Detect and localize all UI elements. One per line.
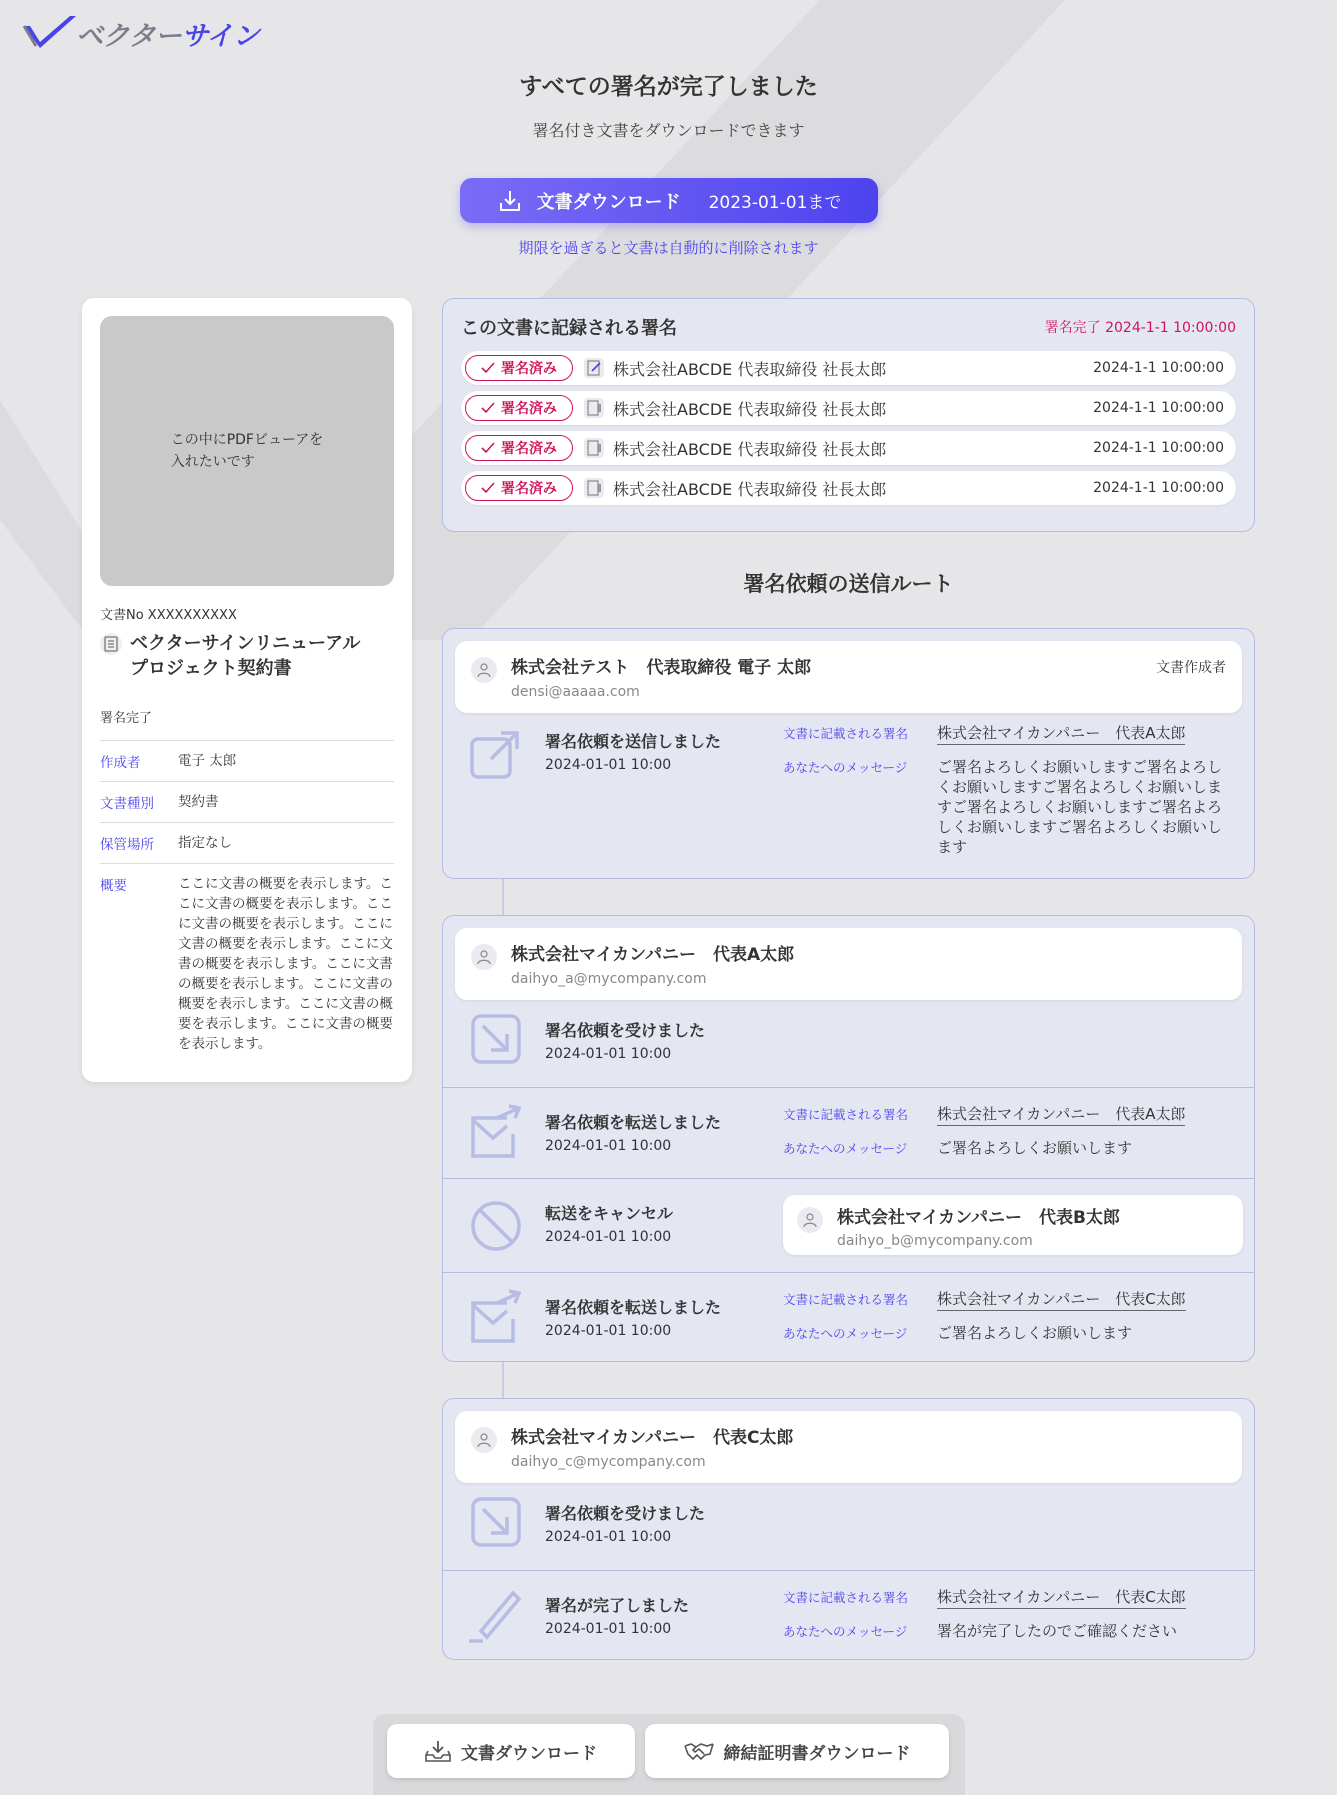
event-date: 2024-01-01 10:00 [545,1046,672,1062]
certificate-download-label: 締結証明書ダウンロード [723,1743,911,1764]
signed-time: 2024-1-1 10:00:00 [1093,440,1224,456]
route-event [443,1087,1254,1178]
meta-value: 電子 太郎 [178,753,237,769]
route-event [443,1272,1254,1362]
event-title: 署名依頼を転送しました [545,1298,722,1317]
detail-label: 文書に記載される署名 [783,1292,909,1307]
download-button-label: 文書ダウンロード [536,191,681,213]
bottom-action-bar [373,1714,965,1795]
detail-label: あなたへのメッセージ [783,1624,908,1639]
download-document-button[interactable] [460,178,878,223]
signer-name: 株式会社ABCDE 代表取締役 社長太郎 [613,399,887,419]
route-group-c [442,1398,1255,1660]
send-request-icon [467,725,525,783]
party-email: daihyo_b@mycompany.com [837,1233,1033,1249]
detail-message: ご署名よろしくお願いします [937,1139,1133,1157]
signer-name: 株式会社ABCDE 代表取締役 社長太郎 [613,439,887,459]
signed-badge-label: 署名済み [501,361,557,377]
detail-label: 文書に記載される署名 [783,726,909,741]
meta-key: 保管場所 [100,837,154,853]
signature-row[interactable] [461,391,1236,425]
event-date: 2024-01-01 10:00 [545,1621,672,1637]
cancel-icon [467,1197,525,1255]
signed-badge-label: 署名済み [501,401,557,417]
detail-signature: 株式会社マイカンパニー 代表C太郎 [937,1289,1186,1311]
party-email: daihyo_c@mycompany.com [511,1454,706,1470]
route-group-a [442,915,1255,1362]
party-email: densi@aaaaa.com [511,684,640,700]
user-avatar-icon [471,1427,497,1453]
document-number: 文書No XXXXXXXXXX [100,608,237,623]
handshake-icon [684,1740,714,1762]
check-icon [481,482,495,494]
meta-row-summary [100,864,394,1064]
signed-badge [465,435,573,461]
meta-value: 指定なし [178,835,232,851]
page-subtitle: 署名付き文書をダウンロードできます [532,121,805,140]
detail-message: ご署名よろしくお願いしますご署名よろしくお願いしますご署名よろしくお願いしますご署名よろしくお願いしますご署名よろしくお願いしますご署名よろしくお願いします [937,758,1223,856]
route-event [443,1570,1254,1660]
signer-name: 株式会社ABCDE 代表取締役 社長太郎 [613,479,887,499]
signed-badge-label: 署名済み [501,441,557,457]
event-title: 署名依頼を受けました [545,1021,706,1040]
download-certificate-button[interactable] [645,1724,949,1778]
document-title-line2: プロジェクト契約書 [130,658,292,679]
forward-party-card[interactable] [783,1195,1243,1255]
check-icon [481,362,495,374]
detail-label: 文書に記載される署名 [783,1590,909,1605]
signed-badge [465,395,573,421]
detail-label: あなたへのメッセージ [783,1141,908,1156]
route-group-creator [442,628,1255,879]
route-event [443,1483,1254,1570]
route-event [443,1178,1254,1272]
signature-row[interactable] [461,471,1236,505]
route-connector [502,1362,504,1398]
signed-time: 2024-1-1 10:00:00 [1093,360,1224,376]
meta-value: 契約書 [178,794,219,810]
party-name: 株式会社マイカンパニー 代表A太郎 [511,945,795,965]
user-avatar-icon [471,944,497,970]
meta-key: 文書種別 [100,796,154,812]
event-date: 2024-01-01 10:00 [545,1229,672,1245]
event-date: 2024-01-01 10:00 [545,1323,672,1339]
signature-stamp-icon [583,437,605,459]
detail-message: 署名が完了したのでご確認ください [937,1622,1178,1640]
party-name: 株式会社マイカンパニー 代表C太郎 [511,1428,794,1448]
route-connector [502,879,504,915]
event-date: 2024-01-01 10:00 [545,1529,672,1545]
meta-row-storage [100,823,394,864]
check-icon [481,402,495,414]
event-title: 署名依頼を転送しました [545,1113,722,1132]
signature-edit-icon [583,357,605,379]
pdf-placeholder-text-2: 入れたいです [170,454,255,470]
detail-message: ご署名よろしくお願いします [937,1324,1133,1342]
document-info-card [82,298,412,1082]
recorded-signatures-panel [442,298,1255,532]
event-title: 署名依頼を受けました [545,1504,706,1523]
detail-label: 文書に記載される署名 [783,1107,909,1122]
pen-icon [467,1587,525,1645]
document-status: 署名完了 [100,707,394,741]
signed-time: 2024-1-1 10:00:00 [1093,480,1224,496]
meta-value: ここに文書の概要を表示します。ここに文書の概要を表示します。ここに文書の概要を表示します。ここに文書の概要を表示します。ここに文書の概要を表示します。ここに文書の概要を表示します。ここに文書の概要を表示します。ここに文書の概要を表示します。ここに文書の概要を表示します。 [178,876,393,1052]
bottom-download-document-button[interactable] [387,1724,635,1778]
meta-key: 概要 [100,878,127,894]
page-title: すべての署名が完了しました [519,74,818,100]
party-name: 株式会社マイカンパニー 代表B太郎 [837,1208,1120,1228]
creator-tag: 文書作成者 [1156,660,1226,676]
document-title-line1: ベクターサインリニューアル [130,633,361,654]
receive-request-icon [467,1493,525,1551]
event-date: 2024-01-01 10:00 [545,757,672,773]
logo[interactable] [22,14,259,53]
signed-badge [465,355,573,381]
meta-row-type [100,782,394,823]
receive-request-icon [467,1010,525,1068]
route-event [443,1000,1254,1087]
download-icon [497,188,523,214]
pdf-placeholder-text-1: この中にPDFビューアを [170,432,324,448]
forward-mail-icon [467,1104,525,1162]
download-expiry-note: 期限を過ぎると文書は自動的に削除されます [518,239,819,257]
meta-row-author [100,741,394,782]
party-card[interactable] [455,1411,1242,1483]
event-title: 署名が完了しました [545,1596,690,1615]
logo-text-part1: ベクター [76,21,182,52]
signature-stamp-icon [583,397,605,419]
signatures-complete-time: 署名完了 2024-1-1 10:00:00 [1044,320,1236,336]
meta-key: 作成者 [100,755,141,771]
detail-signature: 株式会社マイカンパニー 代表A太郎 [937,1104,1185,1126]
party-card[interactable] [455,641,1242,713]
signature-stamp-icon [583,477,605,499]
bottom-download-label: 文書ダウンロード [461,1743,597,1764]
download-deadline: 2023-01-01まで [708,193,842,213]
party-email: daihyo_a@mycompany.com [511,971,707,987]
user-avatar-icon [471,657,497,683]
logo-check-icon [22,16,76,52]
signed-badge [465,475,573,501]
pdf-viewer-placeholder[interactable] [100,316,394,586]
detail-label: あなたへのメッセージ [783,760,908,775]
event-title: 転送をキャンセル [545,1204,674,1223]
signed-badge-label: 署名済み [501,481,557,497]
party-card[interactable] [455,928,1242,1000]
logo-text-part2: サイン [181,21,260,52]
event-title: 署名依頼を送信しました [545,732,722,751]
check-icon [481,442,495,454]
detail-signature: 株式会社マイカンパニー 代表C太郎 [937,1587,1186,1609]
event-date: 2024-01-01 10:00 [545,1138,672,1154]
document-title [130,631,360,681]
signature-row[interactable] [461,431,1236,465]
signature-row[interactable] [461,351,1236,385]
user-avatar-icon [797,1207,823,1233]
party-name: 株式会社テスト 代表取締役 電子 太郎 [511,658,812,678]
detail-label: あなたへのメッセージ [783,1326,908,1341]
signed-time: 2024-1-1 10:00:00 [1093,400,1224,416]
route-title: 署名依頼の送信ルート [743,572,954,596]
signatures-title: この文書に記録される署名 [461,318,677,339]
document-icon [100,633,122,655]
tray-download-icon [425,1739,451,1763]
route-event [443,713,1254,878]
detail-signature: 株式会社マイカンパニー 代表A太郎 [937,723,1185,745]
signer-name: 株式会社ABCDE 代表取締役 社長太郎 [613,359,887,379]
forward-mail-icon [467,1289,525,1347]
